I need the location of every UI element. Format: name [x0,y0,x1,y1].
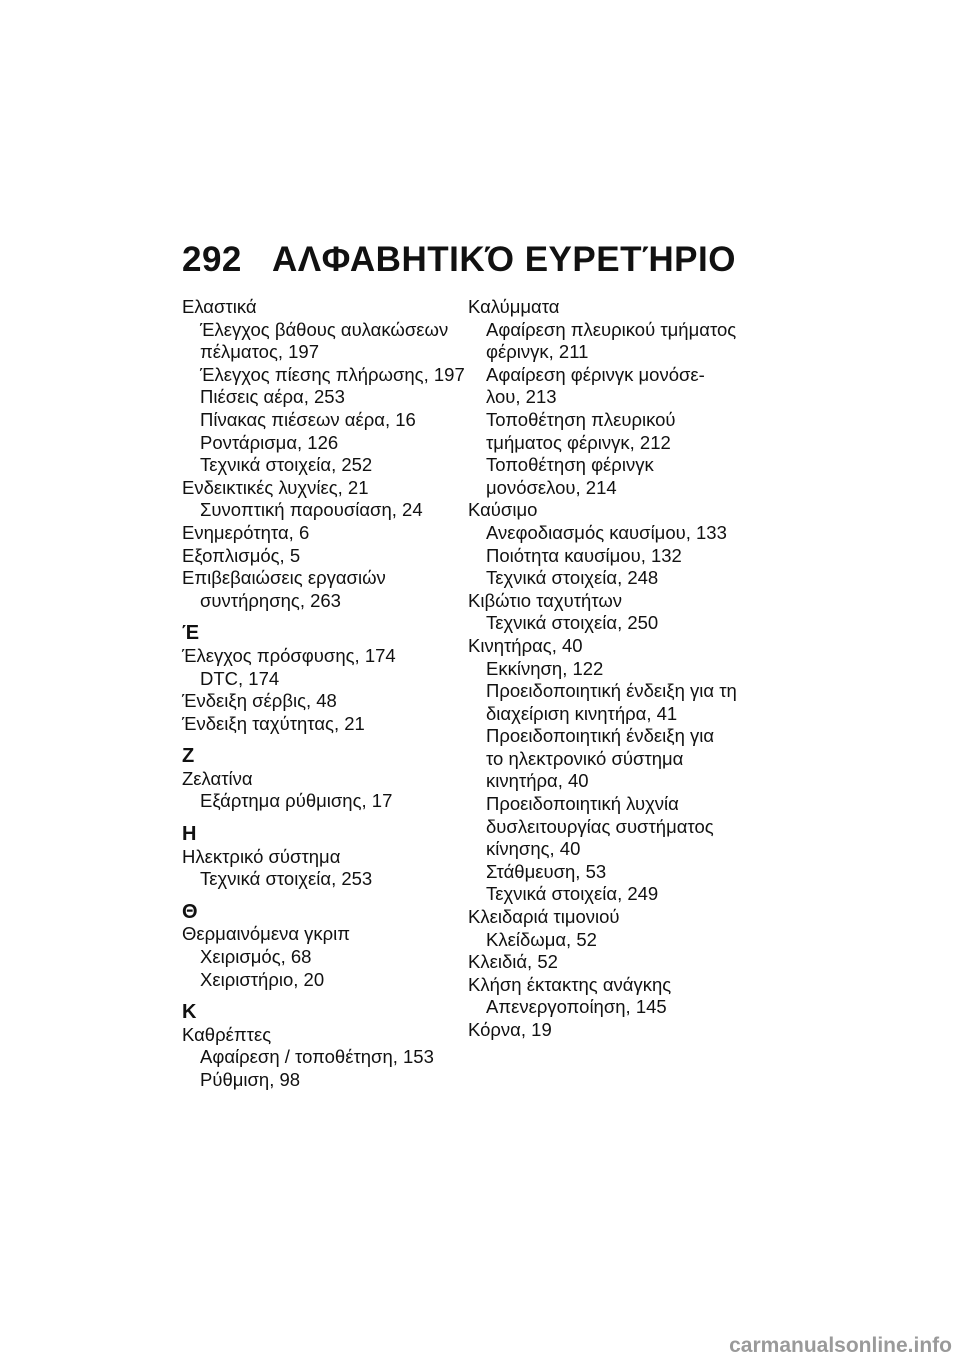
index-subentry: DTC, 174 [200,667,280,689]
index-subentry: το ηλεκτρονικό σύστημα [486,747,684,769]
index-subentry: δυσλειτουργίας συστήματος [486,815,714,837]
index-letter-heading: Η [182,823,197,846]
index-entry: Κλήση έκτακτης ανάγκης [468,973,672,995]
index-subentry: πέλματος, 197 [200,341,320,363]
index-letter-heading: Ζ [182,745,195,768]
index-subentry: Προειδοποιητική ένδειξη για [486,725,715,747]
index-subentry: συντήρησης, 263 [200,589,341,611]
index-subentry: Χειριστήριο, 20 [200,968,325,990]
index-subentry: Αφαίρεση / τοποθέτηση, 153 [200,1046,434,1068]
page-title: ΑΛΦΑΒΗΤΙΚΌ ΕΥΡΕΤΉΡΙΟ [272,240,736,279]
index-subentry: Έλεγχος βάθους αυλακώσεων [200,318,449,340]
index-entry: Κόρνα, 19 [468,1019,552,1040]
index-letter-heading: Κ [182,1001,197,1024]
index-subentry: Χειρισμός, 68 [200,946,312,968]
index-subentry: Απενεργοποίηση, 145 [486,996,667,1018]
index-subentry: Τεχνικά στοιχεία, 250 [486,612,659,634]
index-subentry: Τεχνικά στοιχεία, 249 [486,883,659,905]
page-header [182,240,736,280]
index-entry: Κλειδιά, 52 [468,951,558,973]
index-entry: Κιβώτιο ταχυτήτων [468,589,623,611]
index-subentry: Κλείδωμα, 52 [486,928,597,950]
index-entry: Καλύμματα [468,296,560,317]
index-column-left [182,296,465,1092]
index-entry: Ελαστικά [182,296,257,317]
index-entry: Καθρέπτες [182,1023,272,1045]
index-subentry: λου, 213 [486,386,557,408]
index-letter-heading: Θ [182,900,198,923]
index-subentry: κίνησης, 40 [486,838,581,860]
index-subentry: Έλεγχος πίεσης πλήρωσης, 197 [200,363,465,385]
index-entry: Καύσιμο [468,499,538,521]
index-subentry: Στάθμευση, 53 [486,860,607,882]
index-subentry: Τεχνικά στοιχεία, 252 [200,454,373,476]
index-column-right [468,296,748,1042]
index-subentry: διαχείριση κινητήρα, 41 [486,702,678,724]
index-entry: Ενημερότητα, 6 [182,521,310,543]
index-subentry: Ανεφοδιασμός καυσίμου, 133 [486,521,727,543]
index-subentry: Προειδοποιητική λυχνία [486,793,679,815]
index-entry: Κινητήρας, 40 [468,634,583,656]
index-subentry: Τοποθέτηση πλευρικού [486,408,676,430]
index-entry: Ενδεικτικές λυχνίες, 21 [182,476,369,498]
index-entry: Επιβεβαιώσεις εργασιών [182,567,386,589]
index-subentry: Τοποθέτηση φέρινγκ [486,454,654,476]
index-entry: Θερμαινόμενα γκριπ [182,923,351,945]
index-entry: Εξοπλισμός, 5 [182,544,301,566]
index-subentry: Εκκίνηση, 122 [486,657,604,679]
index-subentry: Αφαίρεση πλευρικού τμήματος [486,318,737,340]
index-entry: Ένδειξη ταχύτητας, 21 [182,712,365,734]
index-entry: Ηλεκτρικό σύστημα [182,845,341,867]
index-entry: Ένδειξη σέρβις, 48 [182,690,337,712]
index-subentry: Προειδοποιητική ένδειξη για τη [486,680,737,702]
index-subentry: Συνοπτική παρουσίαση, 24 [200,499,423,521]
index-subentry: Ποιότητα καυσίμου, 132 [486,544,682,566]
index-subentry: Εξάρτημα ρύθμισης, 17 [200,790,393,812]
index-subentry: Πιέσεις αέρα, 253 [200,386,345,408]
index-letter-heading: Έ [182,622,200,645]
index-subentry: Αφαίρεση φέρινγκ μονόσε- [486,363,705,385]
watermark: carmanualsonline.info [729,1334,952,1357]
index-subentry: φέρινγκ, 211 [486,341,589,363]
index-subentry: Τεχνικά στοιχεία, 253 [200,868,373,890]
index-entry: Έλεγχος πρόσφυσης, 174 [182,644,396,666]
index-subentry: τμήματος φέρινγκ, 212 [486,431,671,453]
page-number: 292 [182,240,242,279]
index-subentry: Ρύθμιση, 98 [200,1069,301,1090]
index-entry: Ζελατίνα [182,767,253,789]
index-entry: Κλειδαριά τιμονιού [468,906,620,928]
index-subentry: Πίνακας πιέσεων αέρα, 16 [200,408,416,430]
index-subentry: κινητήρα, 40 [486,770,589,792]
index-subentry: Ροντάρισμα, 126 [200,431,339,453]
index-subentry: Τεχνικά στοιχεία, 248 [486,567,659,589]
index-subentry: μονόσελου, 214 [486,476,617,498]
